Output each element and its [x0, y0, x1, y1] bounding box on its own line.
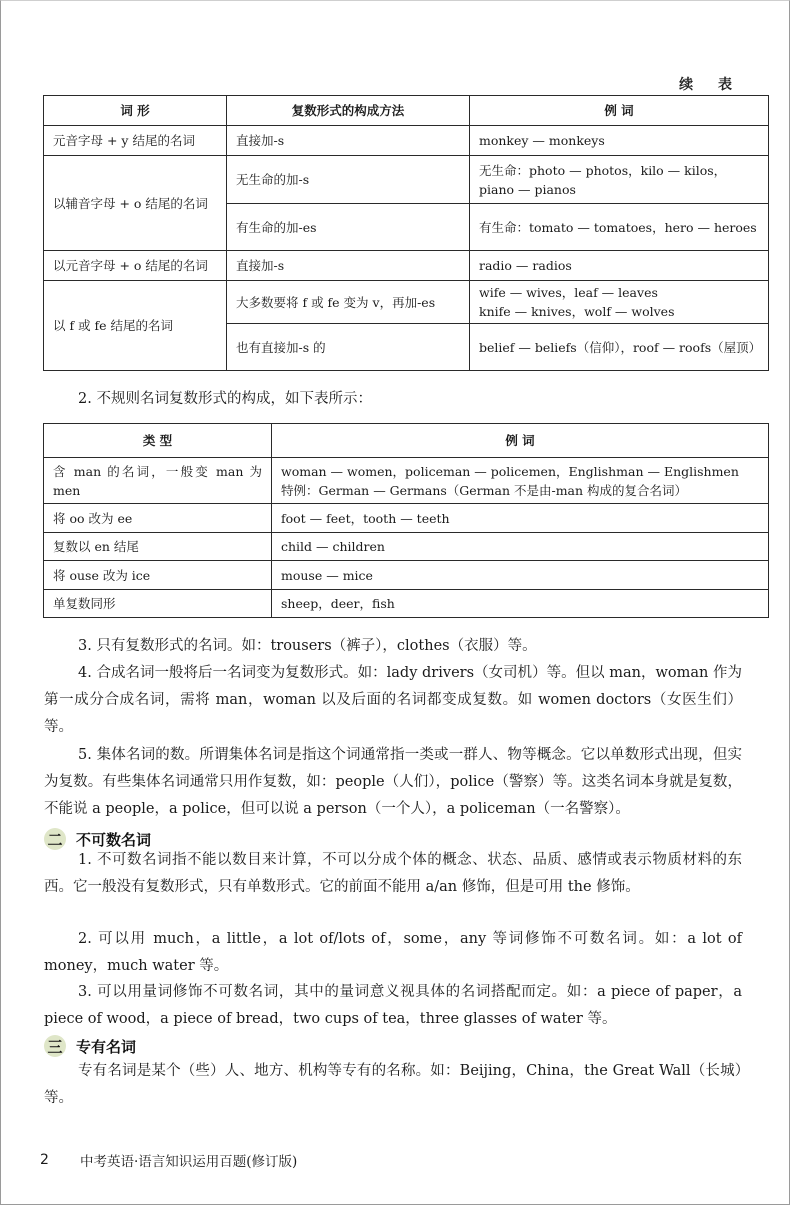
- example-cell: child — children: [272, 533, 769, 561]
- section-number-badge: 三: [44, 1035, 66, 1057]
- header-method: 复数形式的构成方法: [227, 96, 470, 126]
- example-cell: foot — feet，tooth — teeth: [272, 504, 769, 533]
- table-row: [44, 561, 769, 590]
- table-row: [44, 458, 769, 504]
- uncountable-paragraph-1: 1. 不可数名词指不能以数目来计算，不可以分成个体的概念、状态、品质、感情或表示物质材料的东西。它一般没有复数形式，只有单数形式。它的前面不能用 a/an 修饰，但是可用 the 修饰。: [44, 852, 742, 896]
- form-cell: 元音字母 + y 结尾的名词: [44, 126, 227, 156]
- regular-plural-table: [43, 95, 769, 371]
- irregular-plural-table: [43, 423, 769, 618]
- header-examples: 例 词: [470, 96, 769, 126]
- method-cell: 也有直接加-s 的: [227, 324, 470, 371]
- example-cell: mouse — mice: [272, 561, 769, 590]
- method-cell: 直接加-s: [227, 251, 470, 281]
- section-title: 不可数名词: [76, 830, 152, 849]
- proper-noun-paragraph: 专有名词是某个（些）人、地方、机构等专有的名称。如：Beijing，China，the Great Wall（长城）等。: [44, 1063, 742, 1107]
- header-examples: 例 词: [272, 424, 769, 458]
- section-title: 专有名词: [76, 1037, 137, 1056]
- method-cell: 有生命的加-es: [227, 204, 470, 251]
- example-cell: radio — radios: [470, 251, 769, 281]
- example-cell: monkey — monkeys: [470, 126, 769, 156]
- example-cell: [470, 281, 769, 324]
- example-cell: [272, 458, 769, 504]
- form-cell: 以元音字母 + o 结尾的名词: [44, 251, 227, 281]
- table-row: [44, 504, 769, 533]
- header-type: 类 型: [44, 424, 272, 458]
- type-cell: 将 oo 改为 ee: [44, 504, 272, 533]
- table-header-row: [44, 424, 769, 458]
- type-cell: 单复数同形: [44, 590, 272, 618]
- method-cell: 直接加-s: [227, 126, 470, 156]
- continued-table-label: 续 表: [679, 77, 742, 93]
- example-cell: 有生命：tomato — tomatoes，hero — heroes: [470, 204, 769, 251]
- section-number-badge: 二: [44, 828, 66, 850]
- example-cell: sheep，deer，fish: [272, 590, 769, 618]
- example-line: knife — knives，wolf — wolves: [479, 304, 675, 319]
- table-header-row: [44, 96, 769, 126]
- example-line: wife — wives，leaf — leaves: [479, 285, 658, 300]
- paragraph-5: 5. 集体名词的数。所谓集体名词是指这个词通常指一类或一群人、物等概念。它以单数形式出现，但实为复数。有些集体名词通常只用作复数，如：people（人们），police（警察）等。这类名词本身就是复数，不能说 a people，a police，但可以说 a person（一个人），a policeman（一名警察）。: [44, 747, 742, 818]
- form-cell: 以辅音字母 + o 结尾的名词: [44, 156, 227, 251]
- section-heading-proper: [44, 1034, 136, 1058]
- table-row: [44, 251, 769, 281]
- example-line: woman — women，policeman — policemen，Englishman — Englishmen: [281, 463, 739, 479]
- book-title: 中考英语·语言知识运用百题(修订版): [80, 1154, 298, 1170]
- table-row: [44, 156, 769, 204]
- form-cell: 以 f 或 fe 结尾的名词: [44, 281, 227, 371]
- example-cell: 无生命：photo — photos，kilo — kilos，piano — pianos: [470, 156, 769, 204]
- uncountable-paragraph-3: 3. 可以用量词修饰不可数名词，其中的量词意义视具体的名词搭配而定。如：a piece of paper，a piece of wood，a piece of bread，two cups of tea，three glasses of water 等。: [44, 984, 742, 1028]
- uncountable-paragraph-2: 2. 可以用 much，a little，a lot of/lots of，some，any 等词修饰不可数名词。如：a lot of money，much water 等。: [44, 931, 742, 975]
- example-line: 特例：German — Germans（German 不是由-man 构成的复合名词）: [281, 482, 688, 498]
- paragraph-3: 3. 只有复数形式的名词。如：trousers（裤子），clothes（衣服）等。: [78, 638, 537, 654]
- table-row: [44, 126, 769, 156]
- type-cell: 将 ouse 改为 ice: [44, 561, 272, 590]
- page-number: 2: [40, 1152, 49, 1168]
- method-cell: 大多数要将 f 或 fe 变为 v，再加-es: [227, 281, 470, 324]
- table-row: [44, 281, 769, 324]
- type-cell: 复数以 en 结尾: [44, 533, 272, 561]
- example-cell: belief — beliefs（信仰），roof — roofs（屋顶）: [470, 324, 769, 371]
- table-row: [44, 590, 769, 618]
- header-word-form: 词 形: [44, 96, 227, 126]
- paragraph-irregular-intro: 2. 不规则名词复数形式的构成，如下表所示：: [78, 391, 372, 407]
- method-cell: 无生命的加-s: [227, 156, 470, 204]
- page-footer: [40, 1150, 297, 1170]
- table-row: [44, 533, 769, 561]
- type-cell: 含 man 的名词，一般变 man 为 men: [44, 458, 272, 504]
- paragraph-4: 4. 合成名词一般将后一名词变为复数形式。如：lady drivers（女司机）等。但以 man，woman 作为第一成分合成名词，需将 man，woman 以及后面的名词都变成复数。如 women doctors（女医生们）等。: [44, 665, 742, 736]
